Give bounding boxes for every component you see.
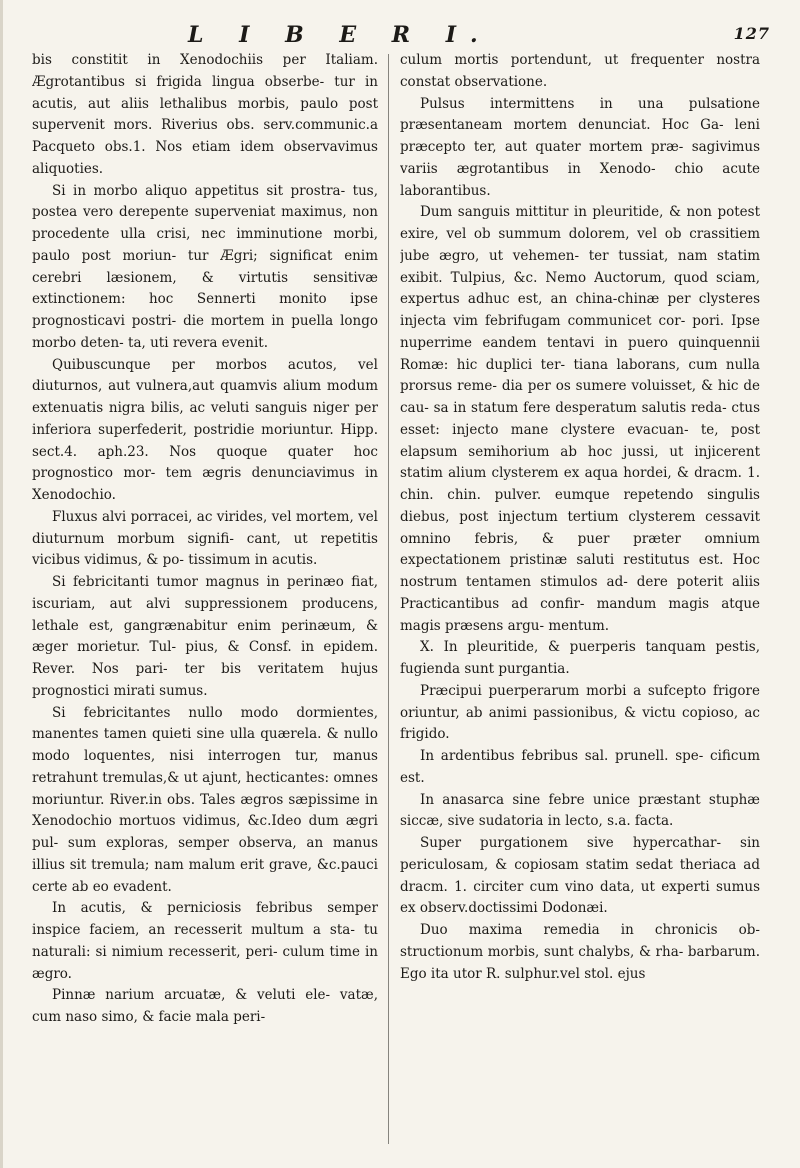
paragraph: X. In pleuritide, & puerperis tanquam pestis, fugienda sunt purgantia. <box>400 639 760 677</box>
paragraph: Si febricitantes nullo modo dormientes, manentes tamen quieti sine ulla quærela. & nullo modo loquentes, nisi interrogen tur, manus retrahunt tremulas,& ut ajunt, hecticantes: omnes moriuntur. River.in obs. Tales ægros sæpissime in Xenodochio mortuos vidimus, &c.Ideo dum ægri pul- sum exploras, semper observa, an manus illius sit tremula; nam malum erit grave, &c.pauci certe ab eo evadent. <box>32 704 378 895</box>
left-column <box>32 50 378 1150</box>
paragraph: Pulsus intermittens in una pulsatione præsentaneam mortem denunciat. Hoc Ga- leni præcepto ter, aut quater mortem præ- sagivimus variis ægrotantibus in Xenodo- chio acute laborantibus. <box>400 95 760 199</box>
paragraph: In anasarca sine febre unice præstant stuphæ siccæ, sive sudatoria in lecto, s.a. facta. <box>400 791 760 830</box>
paragraph: Dum sanguis mittitur in pleuritide, & non potest exire, vel ob summum dolorem, vel ob crassitiem jube ægro, ut vehemen- ter tussiat, nam statim exibit. Tulpius, &c. Nemo Auctorum, quod sciam, expertus adhuc est, an china-chinæ per clysteres injecta vim febrifugam communicet cor- pori. Ipse nuperrime eandem tentavi in puero quinquennii Romæ: hic duplici ter- tiana laborans, cum nulla prorsus reme- dia per os sumere voluisset, & hic de cau- sa in statum fere desperatum salutis reda- ctus esset: injecto mane clystere evacuan- te, post elapsum semihorium ab hoc jussi, ut injicerent statim alium clysterem ex aqua hordei, & dracm. 1. chin. chin. pulver. eumque repetendo singulis diebus, post injectum tertium clysterem cessavit omnino febris, & puer præter omnium expectationem pristinæ saluti restitutus est. Hoc nostrum tentamen stimulos ad- dere poterit aliis Practicantibus ad confir- mandum magis atque magis præsens argu- mentum. <box>400 204 760 634</box>
running-head <box>188 22 770 50</box>
paragraph: Si febricitanti tumor magnus in perinæo fiat, iscuriam, aut alvi suppressionem producens, lethale est, gangrænabitur enim perinæum, & æger morietur. Tul- pius, & Consf. in epidem. Rever. Nos pari- ter bis veritatem hujus prognostici mirati sumus. <box>32 574 378 699</box>
paragraph: Fluxus alvi porracei, ac virides, vel mortem, vel diuturnum morbum signifi- cant, ut repetitis vicibus vidimus, & po- tissimum in acutis. <box>32 508 378 569</box>
page-number: 127 <box>733 24 770 43</box>
paragraph: In acutis, & perniciosis febribus semper inspice faciem, an recesserit multum a sta- tu naturali: si nimium recesserit, peri- culum time in ægro. <box>32 900 378 982</box>
paragraph: Super purgationem sive hypercathar- sin periculosam, & copiosam statim sedat theriaca ad dracm. 1. circiter cum vino data, ut experti sumus ex observ.doctissimi Dodonæi. <box>400 835 760 917</box>
paragraph: Quibuscunque per morbos acutos, vel diuturnos, aut vulnera,aut quamvis alium modum extenuatis nigra bilis, ac veluti sanguis niger per inferiora superfederit, postridie moriuntur. Hipp. sect.4. aph.23. Nos quoque quater hoc prognostico mor- tem ægris denunciavimus in Xenodochio. <box>32 356 378 503</box>
paragraph: culum mortis portendunt, ut frequenter nostra constat observatione. <box>400 52 760 90</box>
paragraph: Præcipui puerperarum morbi a sufcepto frigore oriuntur, ab animi passionibus, & victu copioso, ac frigido. <box>400 682 760 743</box>
paragraph: Pinnæ narium arcuatæ, & veluti ele- vatæ, cum naso simo, & facie mala peri- <box>32 987 378 1025</box>
paragraph: Si in morbo aliquo appetitus sit prostra- tus, postea vero derepente superveniat maximus, non procedente ulla crisi, nec imminutione morbi, paulo post moriun- tur Ægri; significat enim cerebri læsionem, & virtutis sensitivæ extinctionem: hoc Sennerti monito ipse prognosticavi postri- die mortem in puella longo morbo deten- ta, uti revera evenit. <box>32 182 378 351</box>
paragraph: In ardentibus febribus sal. prunell. spe- cificum est. <box>400 748 760 786</box>
running-title: L I B E R I. <box>188 22 492 48</box>
column-divider <box>388 54 389 1144</box>
page-edge-shadow <box>0 0 3 1168</box>
paragraph: bis constitit in Xenodochiis per Italiam. Ægrotantibus si frigida lingua obserbe- tur in acutis, aut aliis lethalibus morbis, paulo post supervenit mors. Riverius obs. serv.communic.a Pacqueto obs.1. Nos etiam idem observavimus aliquoties. <box>32 52 378 177</box>
right-column <box>400 50 760 1150</box>
paragraph: Duo maxima remedia in chronicis ob- structionum morbis, sunt chalybs, & rha- barbarum. Ego ita utor R. sulphur.vel stol. ejus <box>400 922 760 982</box>
